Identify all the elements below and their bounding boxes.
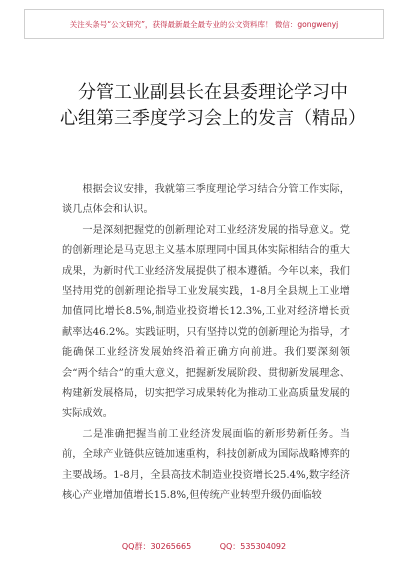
header-banner-text: 关注头条号“公文研究”，获得最新最全最专业的公文资料库！ 微信：gongwenyj — [69, 19, 339, 29]
body-paragraph-2: 一是深刻把握党的创新理论对工业经济发展的指导意义。党的创新理论是马克思主义基本原理同中国具体实际相结合的重大成果，为新时代工业经济发展提供了根本遵循。今年以来，我们坚持用党的创新理论指导工业发展实践，1-8月全县规上工业增加值同比增长8.5%,制造业投资增长12.3%,工业对经济增长贡献率达46.2%。实践证明，只有坚持以党的创新理论为指导，才能确保工业经济发展始终沿着正确方向前进。我们要深刻领会“两个结合”的重大意义，把握新发展阶段、贯彻新发展理念、构建新发展格局，切实把学习成果转化为推动工业高质量发展的实际成效。 — [62, 224, 350, 420]
body-paragraph-3: 二是准确把握当前工业经济发展面临的新形势新任务。当前，全球产业链供应链加速重构，科技创新成为国际战略博弈的主要战场。1-8月，全县高技术制造业投资增长25.4%,数字经济核心产业增加值增长15.8%,但传统产业转型升级仍面临较 — [62, 428, 350, 502]
document-title: 分管工业副县长在县委理论学习中心组第三季度学习会上的发言（精品） — [60, 82, 366, 129]
footer-contact: QQ群：30265665 QQ：535304092 — [121, 542, 287, 551]
body-paragraph-1: 根据会议安排，我就第三季度理论学习结合分管工作实际，谈几点体会和认识。 — [62, 184, 350, 216]
document-body — [62, 180, 350, 507]
header-banner — [24, 9, 384, 39]
